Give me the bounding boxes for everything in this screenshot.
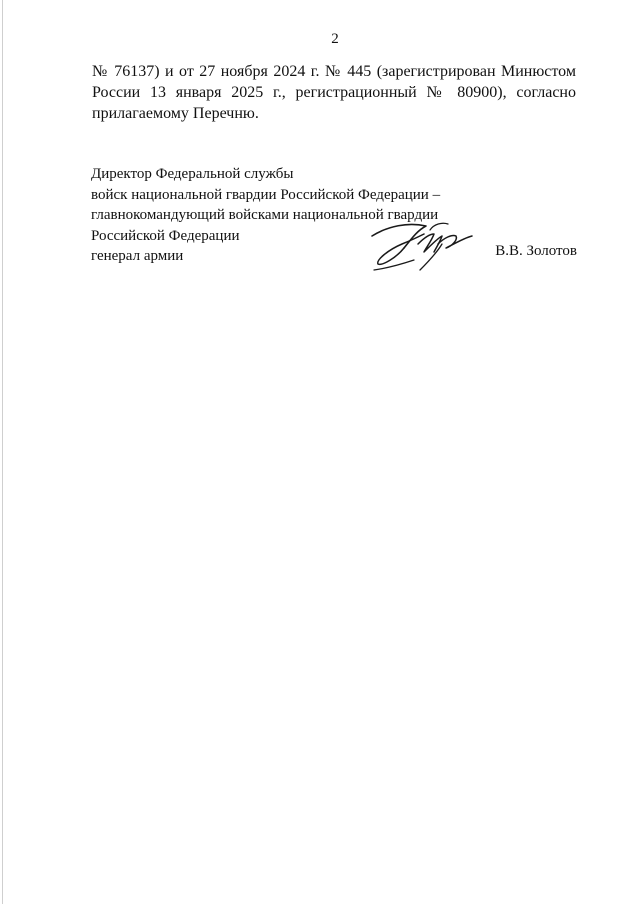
handwritten-signature-icon [368,214,478,272]
signer-title-line: войск национальной гвардии Российской Федерации – [91,186,441,203]
signature-block [91,164,577,267]
signer-name: В.В. Золотов [495,243,577,259]
signer-title-line: Российской Федерации [91,227,240,244]
page-number: 2 [331,31,339,47]
body-line: России 13 января 2025 г., регистрационный № 80900), согласно [92,84,576,101]
body-line: № 76137) и от 27 ноября 2024 г. № 445 (зарегистрирован Минюстом [92,63,576,80]
body-paragraph [92,61,576,124]
signer-title-line: Директор Федеральной службы [91,166,294,182]
page-edge [2,0,3,904]
signer-rank: генерал армии [91,248,184,264]
signer-title-line: главнокомандующий войсками национальной гвардии [91,207,439,223]
body-line: прилагаемому Перечню. [92,105,259,122]
